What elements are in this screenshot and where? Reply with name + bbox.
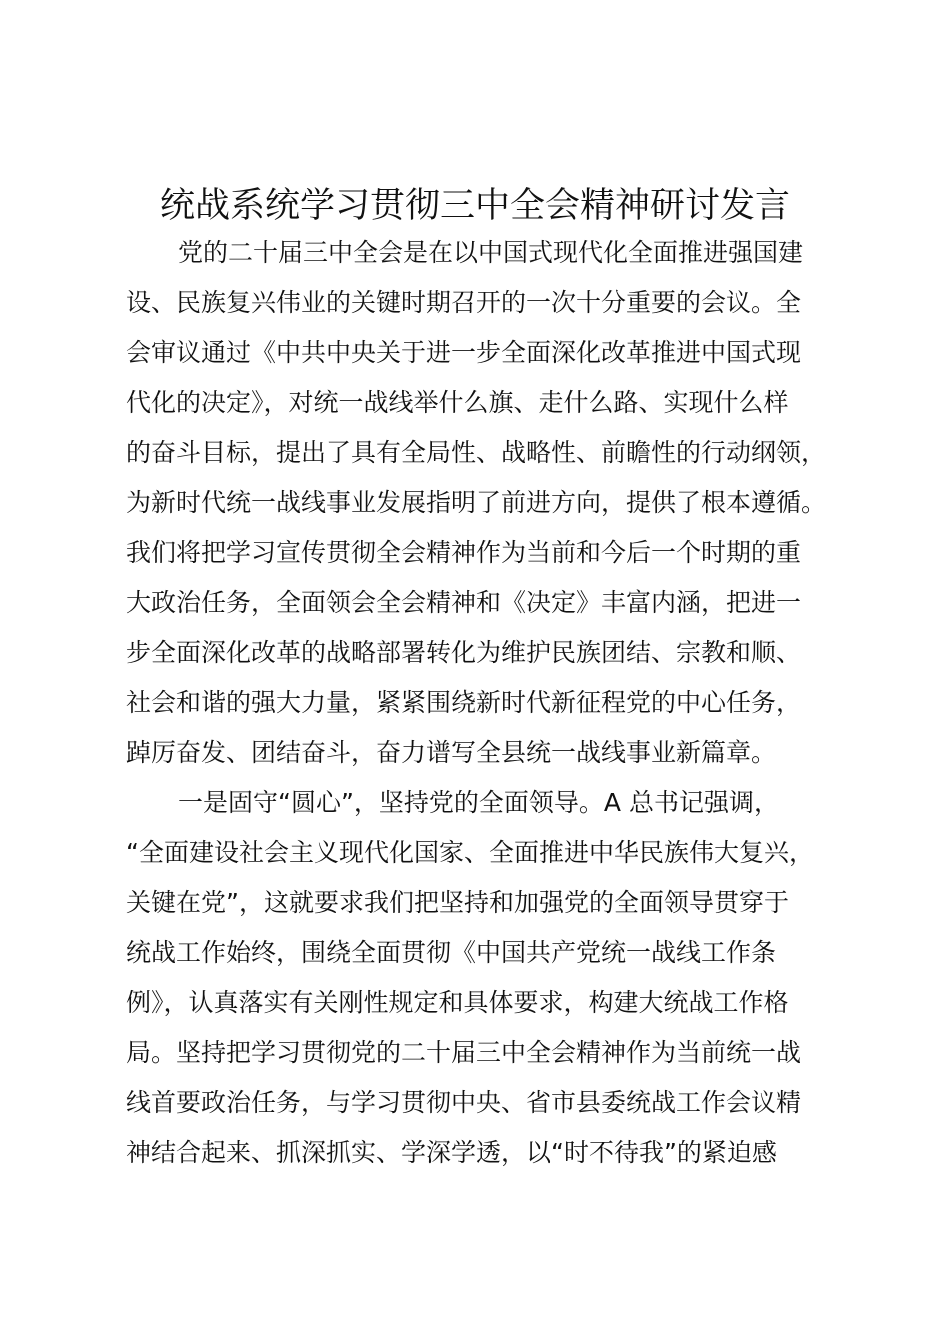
paragraph-line: 大政治任务，全面领会全会精神和《决定》丰富内涵，把进一	[126, 588, 802, 617]
document-title: 统战系统学习贯彻三中全会精神研讨发言	[159, 186, 790, 226]
paragraph-line: 关键在党”，这就要求我们把坚持和加强党的全面领导贯穿于	[126, 888, 789, 917]
paragraph-line: 代化的决定》，对统一战线举什么旗、走什么路、实现什么样	[126, 388, 789, 417]
paragraph-line: 例》，认真落实有关刚性规定和具体要求，构建大统战工作格	[126, 988, 789, 1017]
paragraph-line: 步全面深化改革的战略部署转化为维护民族团结、宗教和顺、	[126, 638, 802, 667]
paragraph-line: 统战工作始终，围绕全面贯彻《中国共产党统一战线工作条	[126, 938, 777, 967]
paragraph-line: 社会和谐的强大力量，紧紧围绕新时代新征程党的中心任务，	[126, 688, 802, 717]
paragraph-line: 局。坚持把学习贯彻党的二十届三中全会精神作为当前统一战	[126, 1038, 802, 1067]
paragraph-line: 我们将把学习宣传贯彻全会精神作为当前和今后一个时期的重	[126, 538, 802, 567]
paragraph-line: 一是固守“圆心”，坚持党的全面领导。A 总书记强调，	[178, 788, 779, 817]
document-body	[126, 228, 836, 1178]
paragraph-line: 党的二十届三中全会是在以中国式现代化全面推进强国建	[178, 238, 804, 267]
paragraph-line: 为新时代统一战线事业发展指明了前进方向，提供了根本遵循。	[126, 488, 827, 517]
paragraph-line: 会审议通过《中共中央关于进一步全面深化改革推进中国式现	[126, 338, 802, 367]
paragraph-line: 设、民族复兴伟业的关键时期召开的一次十分重要的会议。全	[126, 288, 802, 317]
paragraph-line: “全面建设社会主义现代化国家、全面推进中华民族伟大复兴，	[126, 838, 814, 867]
paragraph-line: 线首要政治任务，与学习贯彻中央、省市县委统战工作会议精	[126, 1088, 802, 1117]
paragraph-line: 的奋斗目标，提出了具有全局性、战略性、前瞻性的行动纲领，	[126, 438, 827, 467]
paragraph-line: 神结合起来、抓深抓实、学深学透，以“时不待我”的紧迫感	[126, 1138, 777, 1167]
paragraph-line: 踔厉奋发、团结奋斗，奋力谱写全县统一战线事业新篇章。	[126, 738, 777, 767]
